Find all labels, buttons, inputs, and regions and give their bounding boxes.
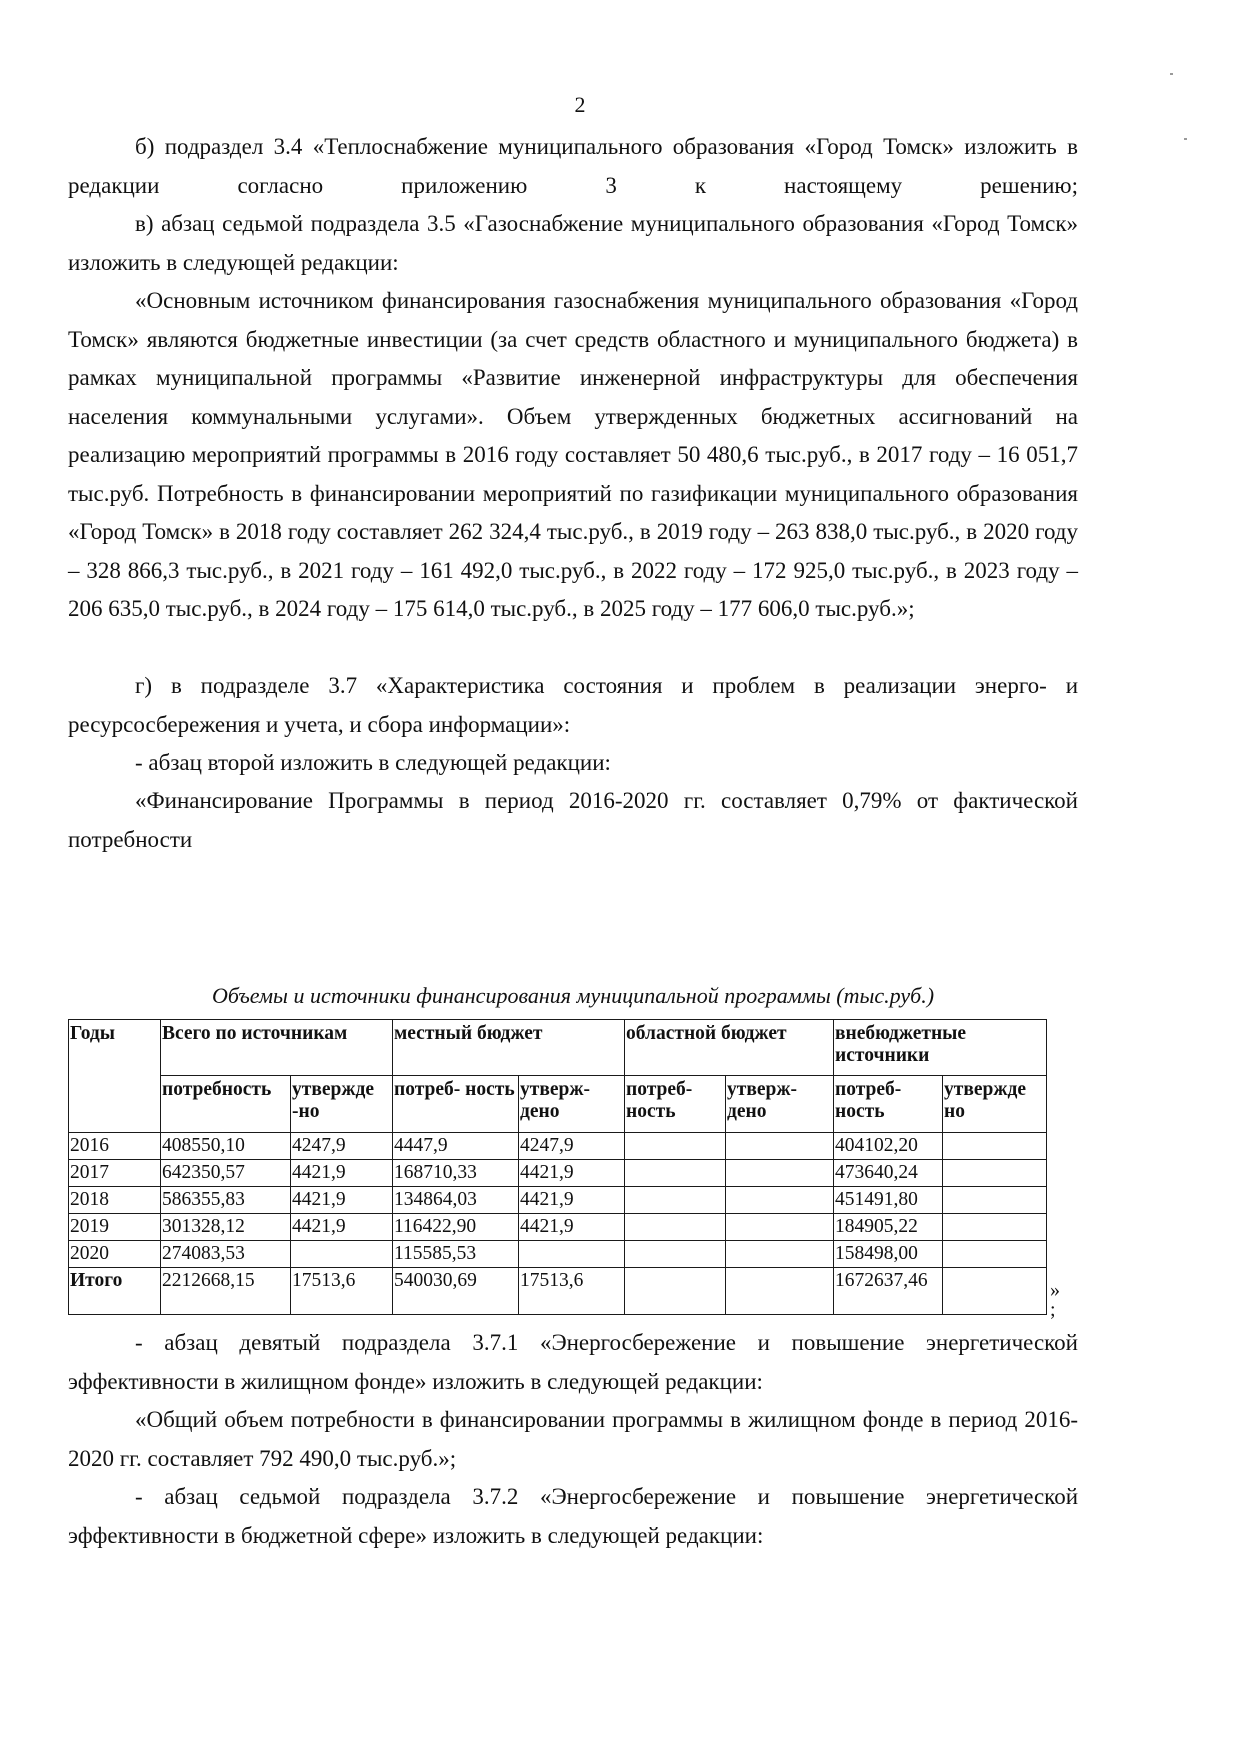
table-total-row: [69, 1268, 1047, 1315]
paragraph-v-gas-supply: в) абзац седьмой подраздела 3.5 «Газоснабжение муниципального образования «Город Томск» изложить в следующей редакции:: [68, 211, 1078, 275]
header-offbudget-sources: внебюджетные источники: [834, 1020, 1047, 1076]
cell-local-need: 168710,33: [393, 1160, 519, 1187]
header-total-sources: Всего по источникам: [161, 1020, 393, 1076]
cell-offbudget-approved: [943, 1133, 1047, 1160]
header-regional-budget: областной бюджет: [625, 1020, 834, 1076]
cell-total-label: Итого: [69, 1268, 161, 1315]
table-row: [69, 1133, 1047, 1160]
closing-semicolon: ;: [1050, 1299, 1056, 1321]
header-local-budget: местный бюджет: [393, 1020, 625, 1076]
closing-quote-mark: »: [1050, 1279, 1060, 1301]
cell-total-need: 642350,57: [161, 1160, 291, 1187]
paragraph-g-energy-saving: г) в подразделе 3.7 «Характеристика состояния и проблем в реализации энерго- и ресурсосбережения и учета, и сбора информации»:: [68, 673, 1078, 737]
cell-local-need: 115585,53: [393, 1241, 519, 1268]
table-row: [69, 1241, 1047, 1268]
paragraph-b-heat-supply: б) подраздел 3.4 «Теплоснабжение муниципального образования «Город Томск» изложить в редакции согласно приложению 3 к настоящему решению;: [68, 134, 1078, 198]
subheader-total-approved: утвержде -но: [291, 1076, 393, 1133]
cell-regional-need: [625, 1160, 726, 1187]
cell-total-need: 586355,83: [161, 1187, 291, 1214]
cell-total-approved: 4247,9: [291, 1133, 393, 1160]
subheader-offbudget-need: потреб- ность: [834, 1076, 943, 1133]
cell-total-approved: 4421,9: [291, 1214, 393, 1241]
subheader-total-need: потребность: [161, 1076, 291, 1133]
cell-local-approved: 4421,9: [519, 1187, 625, 1214]
paragraph-g-item-second: - абзац второй изложить в следующей редакции:: [135, 750, 611, 775]
cell-total-need: 301328,12: [161, 1214, 291, 1241]
cell-regional-need: [625, 1214, 726, 1241]
scan-artifact: [1170, 73, 1173, 75]
cell-regional-approved: [726, 1160, 834, 1187]
scan-artifact: [1184, 138, 1187, 140]
subheader-regional-approved: утверж- дено: [726, 1076, 834, 1133]
cell-total-approved: [291, 1241, 393, 1268]
cell-year: 2016: [69, 1133, 161, 1160]
cell-offbudget-need: 451491,80: [834, 1187, 943, 1214]
cell-regional-approved: [726, 1268, 834, 1315]
cell-year: 2018: [69, 1187, 161, 1214]
cell-total-approved: 4421,9: [291, 1160, 393, 1187]
cell-regional-need: [625, 1268, 726, 1315]
cell-local-approved: [519, 1241, 625, 1268]
cell-total-need: 274083,53: [161, 1241, 291, 1268]
table-caption: Объемы и источники финансирования муниципальной программы (тыс.руб.): [211, 983, 935, 1008]
cell-regional-approved: [726, 1187, 834, 1214]
cell-offbudget-approved: [943, 1187, 1047, 1214]
cell-year: 2019: [69, 1214, 161, 1241]
cell-regional-need: [625, 1241, 726, 1268]
page-number: 2: [574, 92, 586, 117]
paragraph-quote-housing-need: «Общий объем потребности в финансировании программы в жилищном фонде в период 2016-2020 гг. составляет 792 490,0 тыс.руб.»;: [68, 1407, 1078, 1471]
table-row: [69, 1187, 1047, 1214]
table-header-group-row: [69, 1020, 1047, 1076]
cell-total-need: 2212668,15: [161, 1268, 291, 1315]
cell-local-need: 4447,9: [393, 1133, 519, 1160]
cell-total-need: 408550,10: [161, 1133, 291, 1160]
table-subheader-row: [69, 1076, 1047, 1133]
cell-total-approved: 4421,9: [291, 1187, 393, 1214]
subheader-local-need: потреб- ность: [393, 1076, 519, 1133]
cell-regional-approved: [726, 1214, 834, 1241]
cell-local-need: 540030,69: [393, 1268, 519, 1315]
table-row: [69, 1160, 1047, 1187]
cell-offbudget-approved: [943, 1160, 1047, 1187]
cell-offbudget-approved: [943, 1241, 1047, 1268]
cell-total-approved: 17513,6: [291, 1268, 393, 1315]
cell-offbudget-approved: [943, 1268, 1047, 1315]
paragraph-371-housing: - абзац девятый подраздела 3.7.1 «Энергосбережение и повышение энергетической эффективности в жилищном фонде» изложить в следующей редакции:: [68, 1330, 1078, 1394]
paragraph-372-budget-sphere: - абзац седьмой подраздела 3.7.2 «Энергосбережение и повышение энергетической эффективности в бюджетной сфере» изложить в следующей редакции:: [68, 1484, 1078, 1548]
subheader-local-approved: утверж- дено: [519, 1076, 625, 1133]
cell-local-approved: 4421,9: [519, 1160, 625, 1187]
cell-offbudget-need: 404102,20: [834, 1133, 943, 1160]
cell-year: 2017: [69, 1160, 161, 1187]
cell-local-approved: 17513,6: [519, 1268, 625, 1315]
cell-offbudget-need: 158498,00: [834, 1241, 943, 1268]
cell-regional-need: [625, 1187, 726, 1214]
financing-table: [68, 1019, 1047, 1315]
header-years: Годы: [69, 1020, 161, 1133]
table-row: [69, 1214, 1047, 1241]
cell-regional-approved: [726, 1241, 834, 1268]
subheader-regional-need: потреб- ность: [625, 1076, 726, 1133]
cell-offbudget-need: 1672637,46: [834, 1268, 943, 1315]
cell-local-approved: 4247,9: [519, 1133, 625, 1160]
cell-local-need: 116422,90: [393, 1214, 519, 1241]
subheader-offbudget-approved: утвержде но: [943, 1076, 1047, 1133]
cell-offbudget-need: 184905,22: [834, 1214, 943, 1241]
cell-offbudget-need: 473640,24: [834, 1160, 943, 1187]
cell-offbudget-approved: [943, 1214, 1047, 1241]
paragraph-quote-program-financing: «Финансирование Программы в период 2016-2020 гг. составляет 0,79% от фактической потребности: [68, 788, 1078, 852]
cell-local-approved: 4421,9: [519, 1214, 625, 1241]
cell-year: 2020: [69, 1241, 161, 1268]
cell-regional-approved: [726, 1133, 834, 1160]
cell-regional-need: [625, 1133, 726, 1160]
paragraph-quote-gas-financing: «Основным источником финансирования газоснабжения муниципального образования «Город Томск» являются бюджетные инвестиции (за счет средств областного и муниципального бюджета) в рамках муниципальной программы «Развитие инженерной инфраструктуры для обеспечения населения коммунальными услугами». Объем утвержденных бюджетных ассигнований на реализацию мероприятий программы в 2016 году составляет 50 480,6 тыс.руб., в 2017 году – 16 051,7 тыс.руб. Потребность в финансировании мероприятий по газификации муниципального образования «Город Томск» в 2018 году составляет 262 324,4 тыс.руб., в 2019 году – 263 838,0 тыс.руб., в 2020 году – 328 866,3 тыс.руб., в 2021 году – 161 492,0 тыс.руб., в 2022 году – 172 925,0 тыс.руб., в 2023 году – 206 635,0 тыс.руб., в 2024 году – 175 614,0 тыс.руб., в 2025 году – 177 606,0 тыс.руб.»;: [68, 288, 1078, 621]
cell-local-need: 134864,03: [393, 1187, 519, 1214]
